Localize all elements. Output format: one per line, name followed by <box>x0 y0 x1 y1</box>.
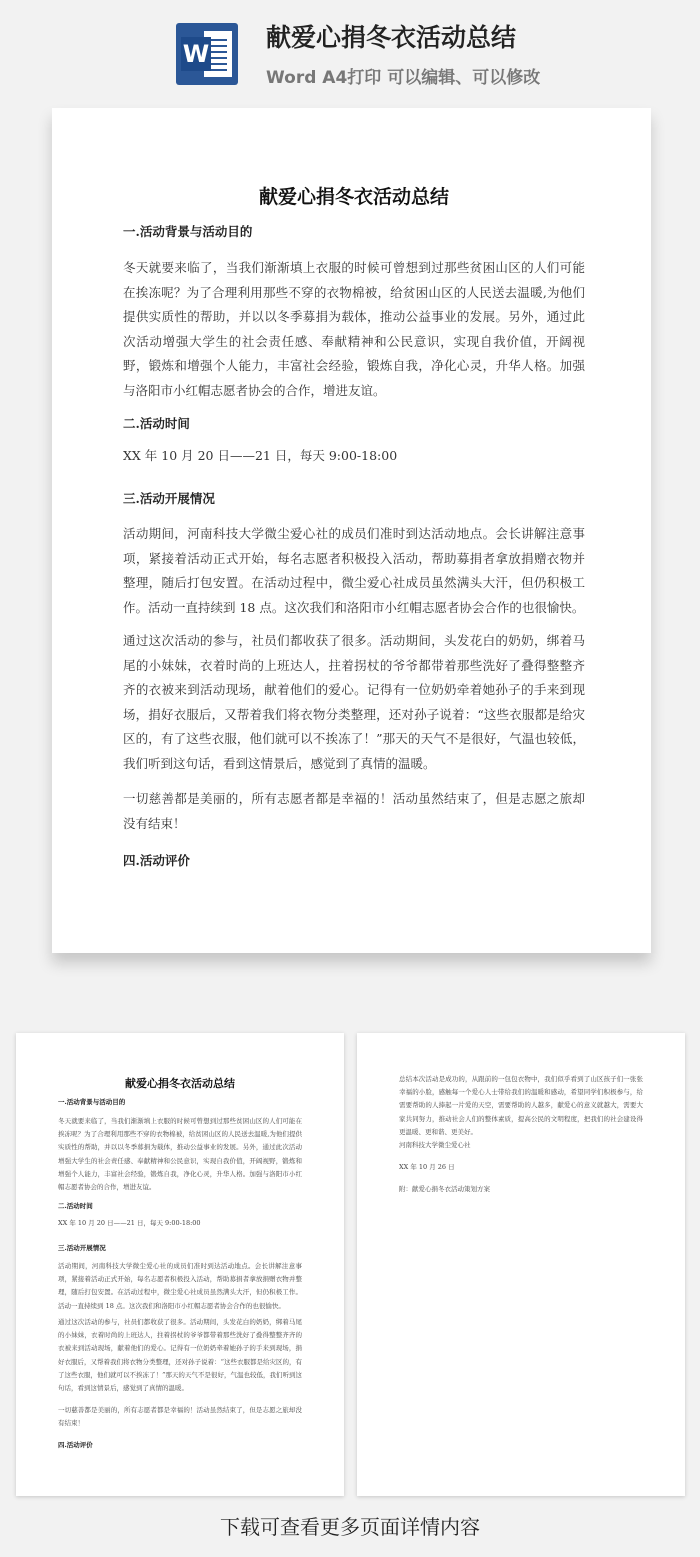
thumbnail-heading: 一.活动背景与活动目的 <box>58 1098 126 1106</box>
thumbnail-heading: 三.活动开展情况 <box>58 1244 106 1252</box>
thumbnail-paragraph: 冬天就要来临了，当我们渐渐填上衣服的时候可曾想到过那些贫困山区的人们可能在挨冻呢？为了合理利用那些不穿的衣物棉被，给贫困山区的人民送去温暖,为他们提供实质性的帮助，并以以冬季募捐为载体，推动公益事业的发展。另外，通过此次活动增强大学生的社会责任感、奉献精神和公民意识，实现自我价值，开阔视野，锻炼和增强个人能力，丰富社会经验，锻炼自我，净化心灵，升华人格。加强与洛阳市小红帽志愿者协会的合作，增进友谊。 <box>58 1117 302 1192</box>
word-logo-letter: W <box>181 37 211 71</box>
download-more-link[interactable]: 下载可查看更多页面详情内容 <box>220 1515 480 1539</box>
header-subtitle: Word A4打印 可以编辑、可以修改 <box>266 68 541 88</box>
thumbnail-paragraph: XX 年 10 月 20 日——21 日，每天 9:00-18:00 <box>58 1219 201 1227</box>
word-icon <box>176 23 238 85</box>
thumbnail-paragraph: 活动期间，河南科技大学微尘爱心社的成员们准时到达活动地点。会长讲解注意事项，紧接着活动正式开始，每名志愿者积极投入活动，帮助募捐者拿放捐赠衣物并整理，随后打包安置。在活动过程中，微尘爱心社成员虽然满头大汗，但仍积极工作。活动一直持续到 18 点。这次我们和洛阳市小红帽志愿者协会合作的也很愉快。 <box>58 1262 302 1310</box>
thumbnail-paragraph: 通过这次活动的参与，社员们都收获了很多。活动期间，头发花白的奶奶，绑着马尾的小妹妹，衣着时尚的上班达人，拄着拐杖的爷爷都带着那些洗好了叠得整整齐齐的衣被来到活动现场，献着他们的爱心。记得有一位奶奶牵着她孙子的手来到现场，捐好衣服后，又帮着我们将衣物分类整理，还对孙子说着：“这些衣服都是给灾区的，有了这些衣服，他们就可以不挨冻了！”那天的天气不是很好，气温也较低，我们听到这句话，看到这情景后，感觉到了真情的温暖。 <box>58 1318 302 1393</box>
thumbnail-heading: 四.活动评价 <box>58 1441 93 1449</box>
header-title: 献爱心捐冬衣活动总结 <box>266 23 517 52</box>
header <box>0 0 700 108</box>
document-title: 献爱心捐冬衣活动总结 <box>258 186 449 208</box>
thumbnail-page-1[interactable] <box>16 1033 344 1496</box>
thumbnail-title: 献爱心捐冬衣活动总结 <box>125 1077 235 1090</box>
thumbnail-attachment: 附：献爱心捐冬衣活动策划方案 <box>399 1185 490 1193</box>
document-preview-page <box>52 108 651 953</box>
section-heading-evaluation: 四.活动评价 <box>123 853 190 868</box>
thumbnail-page-2[interactable] <box>357 1033 685 1496</box>
thumbnail-paragraph: 总结本次活动是成功的，从跟前的一包包衣物中，我们似乎看到了山区孩子们一张张幸福的小脸，感触每一个爱心人士带给我们的温暖和感动，希望同学们积极参与，给需要帮助的人捧起一片爱的天空，需要帮助的人越多，献爱心的意义就越大，需要大家共同努力，推动社会人们的整体素质，提高公民的文明程度，把我们的社会建设得更温暖、更和谐、更美好。 <box>399 1075 643 1136</box>
thumbnail-signature: 河南科技大学微尘爱心社 <box>399 1141 471 1149</box>
paragraph-conclusion: 一切慈善都是美丽的，所有志愿者都是幸福的！活动虽然结束了，但是志愿之旅却没有结束！ <box>123 791 585 831</box>
paragraph-background: 冬天就要来临了，当我们渐渐填上衣服的时候可曾想到过那些贫困山区的人们可能在挨冻呢？为了合理利用那些不穿的衣物棉被，给贫困山区的人民送去温暖,为他们提供实质性的帮助，并以以冬季募捐为载体，推动公益事业的发展。另外，通过此次活动增强大学生的社会责任感、奉献精神和公民意识，实现自我价值，开阔视野，锻炼和增强个人能力，丰富社会经验，锻炼自我，净化心灵，升华人格。加强与洛阳市小红帽志愿者协会的合作，增进友谊。 <box>123 260 585 398</box>
paragraph-reflection: 通过这次活动的参与，社员们都收获了很多。活动期间，头发花白的奶奶，绑着马尾的小妹妹，衣着时尚的上班达人，拄着拐杖的爷爷都带着那些洗好了叠得整整齐齐的衣被来到活动现场，献着他们的爱心。记得有一位奶奶牵着她孙子的手来到现场，捐好衣服后，又帮着我们将衣物分类整理，还对孙子说着：“这些衣服都是给灾区的，有了这些衣服，他们就可以不挨冻了！”那天的天气不是很好，气温也较低，我们听到这句话，看到这情景后，感觉到了真情的温暖。 <box>123 633 585 771</box>
thumbnail-heading: 二.活动时间 <box>58 1202 93 1210</box>
section-heading-progress: 三.活动开展情况 <box>123 491 215 506</box>
thumbnail-paragraph: 一切慈善都是美丽的，所有志愿者都是幸福的！活动虽然结束了，但是志愿之旅却没有结束！ <box>58 1406 302 1428</box>
thumbnail-date: XX 年 10 月 26 日 <box>399 1163 455 1171</box>
section-heading-time: 二.活动时间 <box>123 416 190 431</box>
section-heading-background: 一.活动背景与活动目的 <box>123 224 253 239</box>
paragraph-time: XX 年 10 月 20 日——21 日，每天 9:00-18:00 <box>123 448 398 463</box>
paragraph-progress: 活动期间，河南科技大学微尘爱心社的成员们准时到达活动地点。会长讲解注意事项，紧接着活动正式开始，每名志愿者积极投入活动，帮助募捐者拿放捐赠衣物并整理，随后打包安置。在活动过程中，微尘爱心社成员虽然满头大汗，但仍积极工作。活动一直持续到 18 点。这次我们和洛阳市小红帽志愿者协会合作的也很愉快。 <box>123 526 585 615</box>
